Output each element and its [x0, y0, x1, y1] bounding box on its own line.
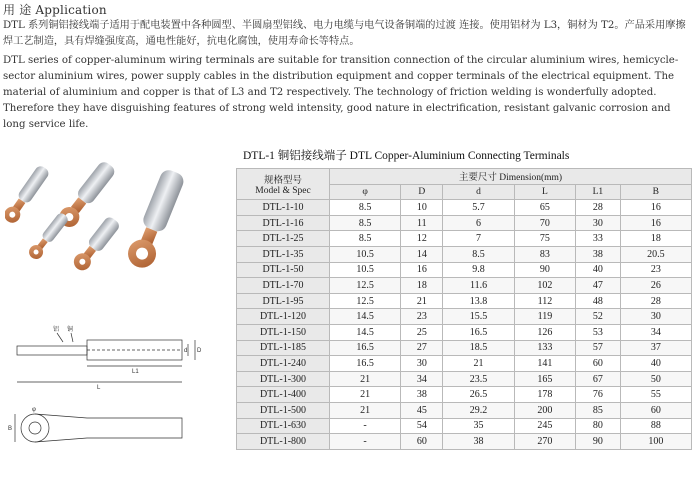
dimension-cell: 10.5 — [330, 246, 401, 262]
dimension-cell: 38 — [401, 387, 443, 403]
dimension-cell: 141 — [514, 356, 576, 372]
model-cell: DTL-1-70 — [237, 278, 330, 294]
dimension-cell: 34 — [620, 324, 691, 340]
dimension-cell: - — [330, 418, 401, 434]
dimension-cell: 85 — [576, 402, 620, 418]
dimension-cell: 8.5 — [443, 246, 514, 262]
dimension-cell: 21 — [401, 293, 443, 309]
model-cell: DTL-1-150 — [237, 324, 330, 340]
model-cell: DTL-1-300 — [237, 371, 330, 387]
model-cell: DTL-1-240 — [237, 356, 330, 372]
dimension-header: 主要尺寸 Dimension(mm) — [330, 169, 692, 185]
intro-chinese: DTL 系列铜铝接线端子适用于配电装置中各种圆型、半圆扇型铝线、电力电缆与电气设备铜端的过渡 连接。使用铝材为 L3，铜材为 T2。产品采用摩擦焊工艺制造，具有焊缝强度高，通电性能好，抗电化腐蚀，使用寿命长等特点。 — [3, 20, 686, 47]
dimension-cell: 16.5 — [443, 324, 514, 340]
dimension-cell: 11.6 — [443, 278, 514, 294]
dimension-cell: 21 — [330, 387, 401, 403]
dimension-cell: 21 — [443, 356, 514, 372]
table-row — [237, 434, 692, 450]
model-cell: DTL-1-400 — [237, 387, 330, 403]
dimension-cell: 90 — [514, 262, 576, 278]
dimension-cell: 16 — [620, 215, 691, 231]
model-cell: DTL-1-35 — [237, 246, 330, 262]
dimension-cell: 33 — [576, 231, 620, 247]
column-header: D — [401, 184, 443, 200]
dimension-cell: 30 — [620, 309, 691, 325]
dimension-cell: 26.5 — [443, 387, 514, 403]
label-L1: L1 — [132, 369, 139, 375]
dimension-cell: 18 — [401, 278, 443, 294]
model-cell: DTL-1-630 — [237, 418, 330, 434]
dimension-cell: 28 — [576, 200, 620, 216]
dimension-cell: 5.7 — [443, 200, 514, 216]
model-cell: DTL-1-120 — [237, 309, 330, 325]
dimension-cell: 38 — [576, 246, 620, 262]
dimension-cell: 16.5 — [330, 340, 401, 356]
dimension-cell: 60 — [401, 434, 443, 450]
dimension-cell: 60 — [620, 402, 691, 418]
dimension-cell: 200 — [514, 402, 576, 418]
model-cell: DTL-1-16 — [237, 215, 330, 231]
terminal-image-1 — [5, 163, 52, 225]
dimension-cell: 8.5 — [330, 200, 401, 216]
dimension-cell: 100 — [620, 434, 691, 450]
dimension-cell: 35 — [443, 418, 514, 434]
dimension-cell: 9.8 — [443, 262, 514, 278]
technical-drawing — [5, 320, 205, 470]
dimension-cell: 27 — [401, 340, 443, 356]
dimension-cell: 45 — [401, 402, 443, 418]
dimension-cell: 102 — [514, 278, 576, 294]
model-cell: DTL-1-95 — [237, 293, 330, 309]
dimension-cell: 133 — [514, 340, 576, 356]
column-header: L — [514, 184, 576, 200]
dimension-cell: 16 — [620, 200, 691, 216]
column-header: B — [620, 184, 691, 200]
dimension-cell: 30 — [401, 356, 443, 372]
dimension-cell: 18 — [620, 231, 691, 247]
dimension-cell: 57 — [576, 340, 620, 356]
dimension-cell: 270 — [514, 434, 576, 450]
dimension-cell: 65 — [514, 200, 576, 216]
model-header — [237, 169, 330, 200]
model-cell: DTL-1-185 — [237, 340, 330, 356]
intro-english: DTL series of copper-aluminum wiring terminals are suitable for transition connection of the circular aluminium wires, hemicycle-sector aluminium wires, power supply cables in the distribution equipment and copper terminals of the electrical equipment. The material of aluminium and copper is that of L3 and T2 respectively. The technology of friction welding is wonderfully adopted. Therefore they have disguishing features of strong weld intensity, good nature in electrification, resistant galvanic corrosion and long service life. — [3, 55, 679, 130]
dimension-cell: 37 — [620, 340, 691, 356]
label-B: B — [8, 426, 13, 432]
dimension-cell: 12.5 — [330, 278, 401, 294]
model-header-en: Model & Spec — [255, 186, 311, 197]
dimension-cell: - — [330, 434, 401, 450]
table-row — [237, 324, 692, 340]
label-copper: 铜 — [67, 327, 74, 333]
table-row — [237, 231, 692, 247]
table-row — [237, 371, 692, 387]
dimension-cell: 38 — [443, 434, 514, 450]
dimension-cell: 25 — [401, 324, 443, 340]
column-header: φ — [330, 184, 401, 200]
dimension-cell: 8.5 — [330, 231, 401, 247]
dimension-cell: 40 — [620, 356, 691, 372]
terminal-image-4 — [70, 215, 121, 274]
table-row — [237, 200, 692, 216]
product-photo — [5, 160, 215, 285]
column-header: d — [443, 184, 514, 200]
table-row — [237, 356, 692, 372]
table-row — [237, 278, 692, 294]
model-cell: DTL-1-50 — [237, 262, 330, 278]
dimension-cell: 245 — [514, 418, 576, 434]
column-header: L1 — [576, 184, 620, 200]
dimension-cell: 55 — [620, 387, 691, 403]
dimension-cell: 83 — [514, 246, 576, 262]
dimension-cell: 119 — [514, 309, 576, 325]
dimension-cell: 40 — [576, 262, 620, 278]
dimension-cell: 14 — [401, 246, 443, 262]
dimension-cell: 178 — [514, 387, 576, 403]
dimension-cell: 23.5 — [443, 371, 514, 387]
dimension-cell: 53 — [576, 324, 620, 340]
table-row — [237, 340, 692, 356]
dimension-cell: 29.2 — [443, 402, 514, 418]
terminal-image-5 — [124, 167, 188, 272]
dimension-cell: 13.8 — [443, 293, 514, 309]
dimension-cell: 28 — [620, 293, 691, 309]
table-row — [237, 262, 692, 278]
dimension-cell: 16 — [401, 262, 443, 278]
dimension-cell: 70 — [514, 215, 576, 231]
dimension-cell: 126 — [514, 324, 576, 340]
label-D: D — [197, 348, 202, 354]
dimension-cell: 30 — [576, 215, 620, 231]
dimension-cell: 21 — [330, 371, 401, 387]
table-row — [237, 387, 692, 403]
dimension-cell: 26 — [620, 278, 691, 294]
dimension-cell: 165 — [514, 371, 576, 387]
label-d: d — [184, 348, 188, 354]
section-heading: 用 途 Application — [3, 3, 107, 17]
dimension-cell: 10.5 — [330, 262, 401, 278]
dimension-cell: 12.5 — [330, 293, 401, 309]
dimension-cell: 10 — [401, 200, 443, 216]
dimension-cell: 52 — [576, 309, 620, 325]
dimension-cell: 75 — [514, 231, 576, 247]
dimension-cell: 76 — [576, 387, 620, 403]
dimension-cell: 23 — [620, 262, 691, 278]
table-row — [237, 293, 692, 309]
dimension-cell: 60 — [576, 356, 620, 372]
terminal-image-3 — [26, 211, 70, 262]
dimension-cell: 88 — [620, 418, 691, 434]
label-aluminium: 铝 — [53, 327, 60, 333]
table-row — [237, 418, 692, 434]
model-cell: DTL-1-10 — [237, 200, 330, 216]
table-row — [237, 309, 692, 325]
table-row — [237, 402, 692, 418]
dimension-cell: 21 — [330, 402, 401, 418]
dimension-cell: 14.5 — [330, 309, 401, 325]
dimension-cell: 18.5 — [443, 340, 514, 356]
dimension-cell: 23 — [401, 309, 443, 325]
dimension-cell: 48 — [576, 293, 620, 309]
dimension-cell: 16.5 — [330, 356, 401, 372]
dimension-cell: 80 — [576, 418, 620, 434]
dimension-cell: 54 — [401, 418, 443, 434]
dimension-cell: 50 — [620, 371, 691, 387]
dimension-cell: 47 — [576, 278, 620, 294]
dimension-cell: 11 — [401, 215, 443, 231]
label-phi: φ — [32, 407, 36, 413]
dimension-cell: 6 — [443, 215, 514, 231]
dimension-cell: 8.5 — [330, 215, 401, 231]
dimension-cell: 12 — [401, 231, 443, 247]
spec-table — [236, 168, 692, 450]
table-row — [237, 246, 692, 262]
dimension-cell: 20.5 — [620, 246, 691, 262]
model-cell: DTL-1-500 — [237, 402, 330, 418]
label-L: L — [97, 385, 101, 391]
dimension-cell: 7 — [443, 231, 514, 247]
dimension-cell: 67 — [576, 371, 620, 387]
model-cell: DTL-1-25 — [237, 231, 330, 247]
table-title: DTL-1 铜铝接线端子 DTL Copper-Aluminium Connecting Terminals — [243, 150, 570, 162]
table-row — [237, 215, 692, 231]
dimension-cell: 112 — [514, 293, 576, 309]
dimension-cell: 34 — [401, 371, 443, 387]
dimension-cell: 15.5 — [443, 309, 514, 325]
dimension-cell: 14.5 — [330, 324, 401, 340]
model-header-cn: 规格型号 — [263, 176, 302, 187]
model-cell: DTL-1-800 — [237, 434, 330, 450]
dimension-cell: 90 — [576, 434, 620, 450]
